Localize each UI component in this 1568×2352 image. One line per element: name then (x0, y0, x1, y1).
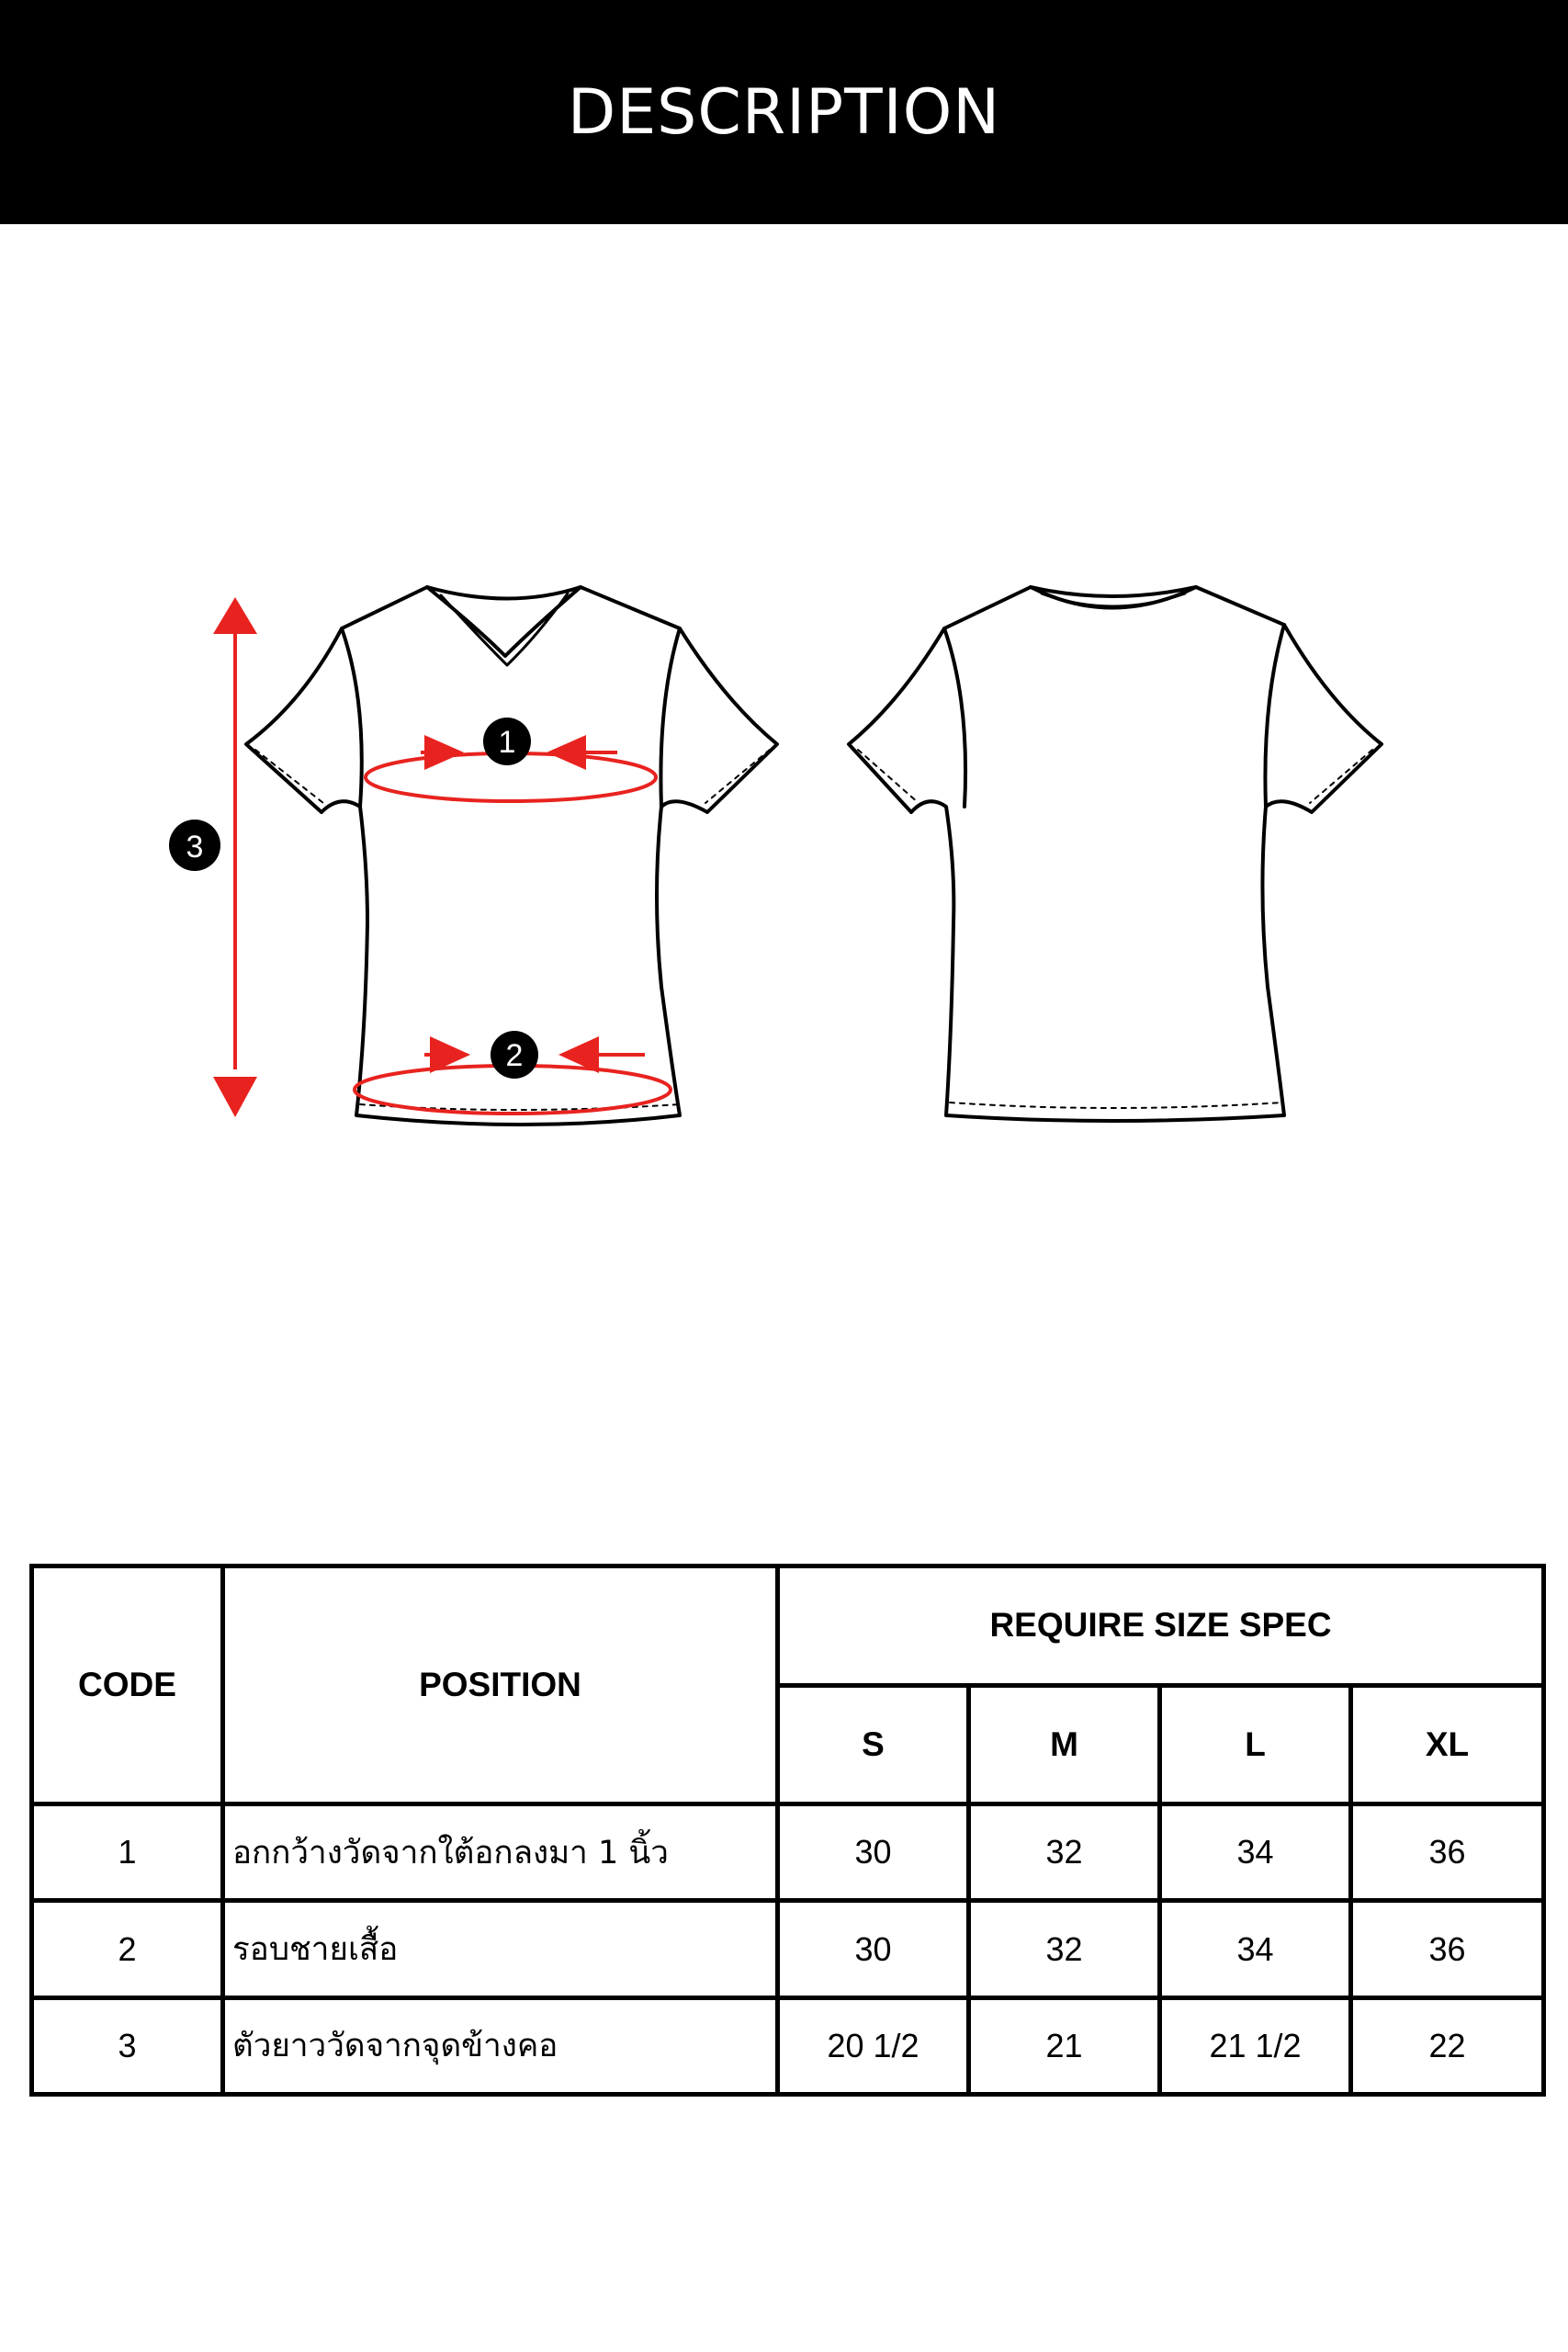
marker-3-label: 3 (186, 830, 204, 865)
length-measurement (169, 597, 257, 1117)
size-header-l: L (1160, 1685, 1351, 1804)
table-row (32, 1901, 1544, 1997)
code-header: CODE (32, 1566, 223, 1804)
table-row (32, 1804, 1544, 1901)
row-code: 3 (32, 1997, 223, 2094)
row-value-l: 34 (1160, 1901, 1351, 1997)
position-header: POSITION (223, 1566, 778, 1804)
row-code: 2 (32, 1901, 223, 1997)
marker-1-label: 1 (498, 725, 516, 760)
row-position: อกกว้างวัดจากใต้อกลงมา 1 นิ้ว (223, 1804, 778, 1901)
table-row (32, 1997, 1544, 2094)
row-value-xl: 36 (1351, 1804, 1544, 1901)
row-value-s: 30 (778, 1901, 969, 1997)
row-value-s: 20 1/2 (778, 1997, 969, 2094)
page-title: DESCRIPTION (567, 75, 1001, 149)
size-header-xl: XL (1351, 1685, 1544, 1804)
row-code: 1 (32, 1804, 223, 1901)
row-value-l: 34 (1160, 1804, 1351, 1901)
row-value-s: 30 (778, 1804, 969, 1901)
back-shirt (849, 587, 1382, 1121)
row-value-xl: 22 (1351, 1997, 1544, 2094)
row-position: ตัวยาววัดจากจุดข้างคอ (223, 1997, 778, 2094)
header-bar (0, 0, 1568, 224)
size-header-m: M (969, 1685, 1160, 1804)
measurement-diagram (0, 224, 1568, 1547)
size-spec-table (29, 1564, 1546, 2097)
row-value-m: 32 (969, 1901, 1160, 1997)
row-value-l: 21 1/2 (1160, 1997, 1351, 2094)
row-value-m: 21 (969, 1997, 1160, 2094)
size-spec-header: REQUIRE SIZE SPEC (778, 1566, 1544, 1686)
row-value-xl: 36 (1351, 1901, 1544, 1997)
row-value-m: 32 (969, 1804, 1160, 1901)
row-position: รอบชายเสื้อ (223, 1901, 778, 1997)
marker-2-label: 2 (505, 1038, 524, 1073)
size-header-s: S (778, 1685, 969, 1804)
